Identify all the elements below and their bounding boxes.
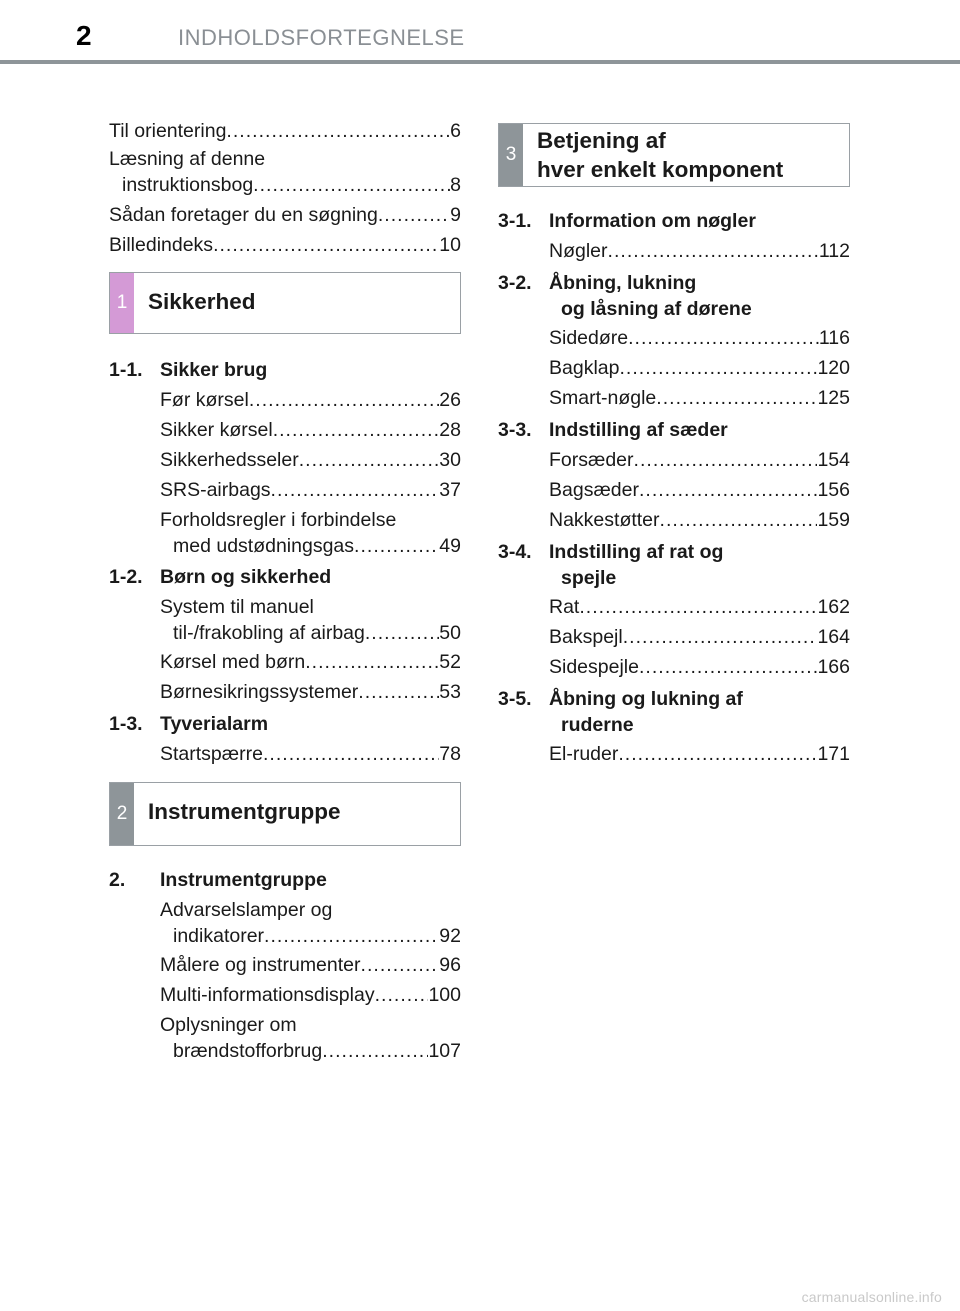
- chapter-title-line-2: og låsning af dørene: [561, 298, 752, 320]
- section-1-tab: 1: [110, 273, 134, 333]
- item-page: 120: [817, 357, 850, 379]
- leader-dots: [378, 200, 450, 230]
- leader-dots: [226, 116, 450, 146]
- chapter-number: 1-3.: [109, 713, 143, 735]
- leader-dots: [619, 355, 817, 381]
- item-page: 30: [439, 449, 461, 471]
- toc-item[interactable]: [160, 417, 461, 443]
- section-2-header[interactable]: [109, 782, 461, 846]
- toc-item[interactable]: [549, 654, 850, 680]
- item-page: 26: [439, 389, 461, 411]
- item-label: El-ruder: [549, 743, 619, 765]
- item-label-continued: brændstofforbrug: [173, 1040, 323, 1062]
- item-label: Advarselslamper og: [160, 899, 333, 921]
- entry-label: Læsning af denne: [109, 148, 266, 170]
- toc-item[interactable]: [160, 982, 461, 1008]
- item-page: 166: [817, 656, 850, 678]
- chapter-title-line-1: Åbning, lukning: [549, 272, 697, 294]
- leader-dots: [634, 447, 818, 473]
- item-label: Børnesikringssystemer: [160, 681, 359, 703]
- chapter-title-line-2: ruderne: [561, 714, 634, 736]
- item-page: 37: [439, 479, 461, 501]
- chapter-title: Indstilling af sæder: [549, 419, 728, 441]
- item-page: 96: [439, 954, 461, 976]
- toc-item[interactable]: [549, 355, 850, 381]
- chapter-title: Instrumentgruppe: [160, 869, 327, 891]
- page-header-title: INDHOLDSFORTEGNELSE: [178, 25, 465, 50]
- item-label: Sikkerhedsseler: [160, 449, 299, 471]
- item-label: Multi-informationsdisplay: [160, 984, 375, 1006]
- item-page: 154: [817, 449, 850, 471]
- chapter-number: 3-3.: [498, 419, 532, 441]
- item-page: 92: [439, 925, 461, 947]
- leader-dots: [656, 385, 817, 411]
- leader-dots: [264, 923, 439, 949]
- item-page: 159: [817, 509, 850, 531]
- leader-dots: [273, 417, 440, 443]
- section-3-title: [537, 126, 783, 184]
- toc-item[interactable]: [549, 325, 850, 351]
- chapter-title: Information om nøgler: [549, 210, 756, 232]
- leader-dots: [365, 620, 439, 646]
- chapter-number: 3-2.: [498, 272, 532, 294]
- item-label: SRS-airbags: [160, 479, 271, 501]
- toc-item[interactable]: [549, 447, 850, 473]
- header-rule: [0, 60, 960, 64]
- toc-item[interactable]: [160, 897, 461, 949]
- toc-item[interactable]: [160, 387, 461, 413]
- section-1-header[interactable]: [109, 272, 461, 334]
- chapter-title: [549, 539, 850, 591]
- chapter-title: Tyverialarm: [160, 713, 269, 735]
- leader-dots: [618, 741, 817, 767]
- leader-dots: [299, 447, 440, 473]
- section-3-tab: 3: [499, 124, 523, 186]
- toc-item[interactable]: [160, 679, 461, 705]
- section-3-header[interactable]: [498, 123, 850, 187]
- leader-dots: [322, 1038, 428, 1064]
- item-label: Før kørsel: [160, 389, 249, 411]
- entry-page: 9: [450, 204, 461, 226]
- entry-label: Sådan foretager du en søgning: [109, 204, 378, 226]
- leader-dots: [639, 654, 817, 680]
- entry-label-continued: instruktionsbog: [122, 174, 254, 196]
- chapter-title: Sikker brug: [160, 359, 268, 381]
- item-label: Startspærre: [160, 743, 263, 765]
- leader-dots: [660, 507, 818, 533]
- toc-item[interactable]: [549, 477, 850, 503]
- leader-dots: [354, 533, 439, 559]
- chapter-title-line-1: Indstilling af rat og: [549, 541, 724, 563]
- toc-item[interactable]: [549, 238, 850, 264]
- item-label: Målere og instrumenter: [160, 954, 361, 976]
- item-page: 125: [817, 387, 850, 409]
- entry-page: 8: [450, 174, 461, 196]
- toc-item[interactable]: [549, 385, 850, 411]
- item-label-continued: indikatorer: [173, 925, 265, 947]
- leader-dots: [623, 624, 818, 650]
- leader-dots: [628, 325, 819, 351]
- chapter-number: 2.: [109, 869, 126, 891]
- toc-item[interactable]: [160, 447, 461, 473]
- item-page: 171: [817, 743, 850, 765]
- toc-entry-search[interactable]: [109, 200, 461, 230]
- item-page: 52: [439, 651, 461, 673]
- item-label: Sidespejle: [549, 656, 639, 678]
- toc-item[interactable]: [160, 952, 461, 978]
- toc-item[interactable]: [549, 594, 850, 620]
- toc-item[interactable]: [549, 741, 850, 767]
- toc-item[interactable]: [160, 477, 461, 503]
- chapter-number: 3-1.: [498, 210, 532, 232]
- section-1-title: Sikkerhed: [148, 289, 256, 314]
- toc-entry-picture-index[interactable]: [109, 230, 461, 260]
- item-page: 116: [818, 327, 850, 349]
- toc-item[interactable]: [160, 649, 461, 675]
- item-page: 50: [439, 622, 461, 644]
- leader-dots: [639, 477, 817, 503]
- item-page: 107: [428, 1040, 461, 1062]
- entry-label: Billedindeks: [109, 234, 214, 256]
- item-page: 156: [817, 479, 850, 501]
- item-page: 100: [428, 984, 461, 1006]
- item-page: 49: [439, 535, 461, 557]
- item-label: Forsæder: [549, 449, 634, 471]
- entry-label: Til orientering: [109, 120, 227, 142]
- leader-dots: [361, 952, 440, 978]
- item-label: System til manuel: [160, 596, 314, 618]
- item-page: 162: [817, 596, 850, 618]
- toc-entry-orientation[interactable]: [109, 116, 461, 146]
- section-2-tab: 2: [110, 783, 134, 845]
- section-2-title: Instrumentgruppe: [148, 799, 341, 824]
- toc-item[interactable]: [160, 1012, 461, 1064]
- toc-item[interactable]: [160, 594, 461, 646]
- entry-page: 10: [439, 234, 461, 256]
- chapter-title: [549, 686, 850, 738]
- leader-dots: [375, 982, 429, 1008]
- item-label: Nakkestøtter: [549, 509, 660, 531]
- page-number: 2: [76, 20, 92, 51]
- toc-item[interactable]: [549, 624, 850, 650]
- leader-dots: [608, 238, 819, 264]
- leader-dots: [249, 387, 439, 413]
- toc-item[interactable]: [549, 507, 850, 533]
- chapter-title-line-1: Åbning og lukning af: [549, 688, 743, 710]
- chapter-number: 3-5.: [498, 688, 532, 710]
- item-label: Bagsæder: [549, 479, 639, 501]
- chapter-title-line-2: spejle: [561, 567, 617, 589]
- toc-item[interactable]: [160, 507, 461, 559]
- item-page: 53: [439, 681, 461, 703]
- chapter-title: Børn og sikkerhed: [160, 566, 332, 588]
- item-label: Rat: [549, 596, 580, 618]
- item-page: 28: [439, 419, 461, 441]
- item-label: Smart-nøgle: [549, 387, 657, 409]
- leader-dots: [271, 477, 440, 503]
- leader-dots: [253, 172, 450, 198]
- chapter-number: 1-1.: [109, 359, 143, 381]
- item-page: 164: [817, 626, 850, 648]
- leader-dots: [213, 230, 439, 260]
- chapter-number: 3-4.: [498, 541, 532, 563]
- item-label: Sidedøre: [549, 327, 629, 349]
- item-label: Bagklap: [549, 357, 620, 379]
- watermark: carmanualsonline.info: [801, 1289, 942, 1305]
- section-3-title-line-1: Betjening af: [537, 128, 666, 153]
- chapter-number: 1-2.: [109, 566, 143, 588]
- section-3-title-line-2: hver enkelt komponent: [537, 157, 784, 182]
- item-page: 112: [818, 240, 850, 262]
- leader-dots: [358, 679, 439, 705]
- item-label-continued: med udstødningsgas: [173, 535, 355, 557]
- toc-entry-reading-guide[interactable]: [109, 146, 461, 198]
- item-label: Bakspejl: [549, 626, 623, 648]
- item-label: Oplysninger om: [160, 1014, 297, 1036]
- item-label-continued: til-/frakobling af airbag: [173, 622, 365, 644]
- item-label: Sikker kørsel: [160, 419, 273, 441]
- chapter-title: [549, 270, 850, 322]
- leader-dots: [579, 594, 817, 620]
- item-label: Nøgler: [549, 240, 608, 262]
- leader-dots: [263, 741, 439, 767]
- item-label: Kørsel med børn: [160, 651, 306, 673]
- toc-item[interactable]: [160, 741, 461, 767]
- item-label: Forholdsregler i forbindelse: [160, 509, 397, 531]
- item-page: 78: [439, 743, 461, 765]
- entry-page: 6: [450, 120, 461, 142]
- leader-dots: [305, 649, 439, 675]
